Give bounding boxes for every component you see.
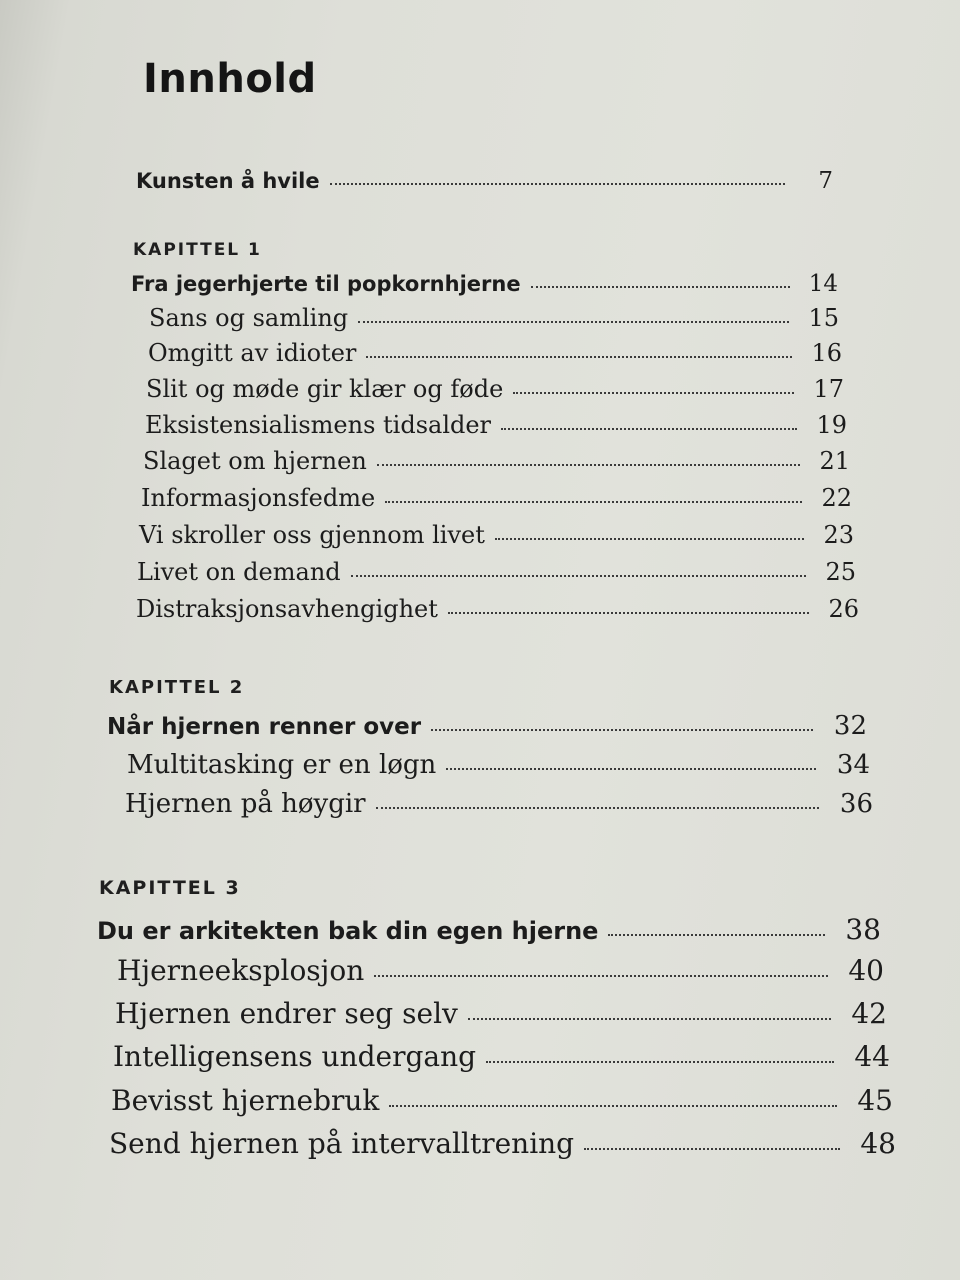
leader-dots xyxy=(513,392,794,394)
entry-label: Sans og samling xyxy=(149,304,349,332)
leader-dots xyxy=(330,183,785,185)
entry-label: Når hjernen renner over xyxy=(107,714,422,740)
toc-entry xyxy=(137,558,856,586)
leader-dots xyxy=(608,934,825,936)
entry-label: Hjernen på høygir xyxy=(125,789,366,819)
leader-dots xyxy=(468,1018,831,1020)
entry-page: 48 xyxy=(860,1127,896,1160)
leader-dots xyxy=(385,501,802,503)
entry-label: Informasjonsfedme xyxy=(141,484,376,512)
entry-label: Omgitt av idioter xyxy=(148,339,357,367)
entry-page: 25 xyxy=(825,558,856,586)
entry-label: Send hjernen på intervalltrening xyxy=(109,1127,575,1160)
entry-label: Bevisst hjernebruk xyxy=(111,1084,380,1117)
entry-page: 45 xyxy=(857,1084,893,1117)
leader-dots xyxy=(376,807,819,809)
page-title: Innhold xyxy=(143,56,317,102)
leader-dots xyxy=(389,1105,837,1107)
entry-label: Livet on demand xyxy=(137,558,341,586)
entry-label: Intelligensens undergang xyxy=(113,1040,477,1073)
entry-page: 32 xyxy=(833,711,867,741)
chapter-heading xyxy=(107,711,867,741)
toc-entry xyxy=(141,484,852,512)
chapter-heading xyxy=(97,913,881,946)
entry-page: 34 xyxy=(836,750,870,780)
leader-dots xyxy=(358,321,789,323)
entry-label: Vi skroller oss gjennom livet xyxy=(139,521,485,549)
entry-page: 23 xyxy=(823,521,854,549)
toc-entry xyxy=(139,521,854,549)
chapter-label: KAPITTEL 3 xyxy=(99,877,241,899)
toc-entry xyxy=(136,595,859,623)
chapter-heading xyxy=(131,271,838,297)
leader-dots xyxy=(374,975,828,977)
entry-page: 17 xyxy=(813,375,844,403)
entry-label: Fra jegerhjerte til popkornhjerne xyxy=(131,272,521,296)
toc-entry xyxy=(146,375,844,403)
chapter-label: KAPITTEL 1 xyxy=(133,240,262,260)
entry-label: Hjerneeksplosjon xyxy=(117,954,365,987)
toc-entry xyxy=(145,411,847,439)
toc-entry xyxy=(115,997,887,1030)
toc-entry-intro xyxy=(136,168,833,194)
entry-page: 40 xyxy=(848,954,884,987)
toc-entry xyxy=(111,1084,893,1117)
entry-page: 38 xyxy=(845,913,881,946)
toc-entry xyxy=(117,954,884,987)
chapter-label: KAPITTEL 2 xyxy=(109,677,245,698)
entry-page: 22 xyxy=(821,484,852,512)
leader-dots xyxy=(448,612,809,614)
leader-dots xyxy=(446,768,816,770)
leader-dots xyxy=(531,286,790,288)
entry-label: Kunsten å hvile xyxy=(136,169,320,193)
toc-entry xyxy=(127,750,870,780)
entry-page: 26 xyxy=(828,595,859,623)
leader-dots xyxy=(495,538,804,540)
leader-dots xyxy=(431,729,813,731)
entry-label: Du er arkitekten bak din egen hjerne xyxy=(97,917,599,945)
leader-dots xyxy=(366,356,792,358)
leader-dots xyxy=(486,1061,834,1063)
entry-label: Distraksjonsavhengighet xyxy=(136,595,438,623)
entry-page: 14 xyxy=(808,271,838,297)
entry-page: 15 xyxy=(808,304,839,332)
entry-label: Multitasking er en løgn xyxy=(127,750,437,780)
entry-page: 16 xyxy=(811,339,842,367)
entry-label: Slit og møde gir klær og føde xyxy=(146,375,504,403)
entry-label: Eksistensialismens tidsalder xyxy=(145,411,492,439)
entry-page: 36 xyxy=(839,789,873,819)
entry-page: 7 xyxy=(818,168,833,194)
entry-page: 44 xyxy=(854,1040,890,1073)
toc-entry xyxy=(149,304,839,332)
toc-entry xyxy=(125,789,873,819)
leader-dots xyxy=(377,464,800,466)
leader-dots xyxy=(584,1148,840,1150)
toc-entry xyxy=(113,1040,890,1073)
leader-dots xyxy=(501,428,797,430)
leader-dots xyxy=(351,575,806,577)
entry-page: 42 xyxy=(851,997,887,1030)
toc-entry xyxy=(143,447,850,475)
entry-label: Hjernen endrer seg selv xyxy=(115,997,458,1030)
toc-entry xyxy=(109,1127,896,1160)
entry-label: Slaget om hjernen xyxy=(143,447,367,475)
toc-entry xyxy=(148,339,842,367)
entry-page: 21 xyxy=(819,447,850,475)
entry-page: 19 xyxy=(816,411,847,439)
